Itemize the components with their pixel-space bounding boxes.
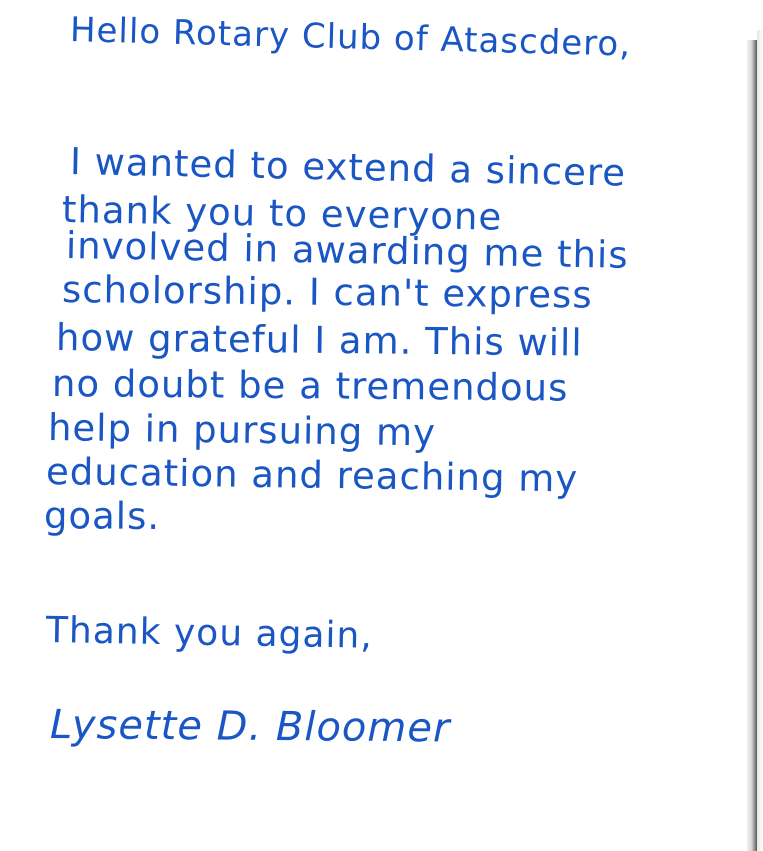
letter-body-line: how grateful I am. This will (55, 316, 583, 365)
letter-signature: Lysette D. Bloomer (49, 702, 451, 752)
letter-body-line: thank you to everyone (61, 188, 503, 239)
card-fold-edge (747, 40, 757, 851)
letter-body-line: goals. (43, 494, 161, 539)
letter-body-line: I wanted to extend a sincere (69, 140, 627, 195)
letter-body-line: no doubt be a tremendous (51, 362, 569, 410)
letter-body-line: education and reaching my (45, 450, 579, 501)
letter-greeting: Hello Rotary Club of Atascdero, (69, 10, 632, 65)
letter-body-line: help in pursuing my (47, 406, 437, 455)
letter-body-line: scholorship. I can't express (61, 268, 593, 317)
letter-closing: Thank you again, (45, 610, 374, 657)
card-edge-shadow (757, 30, 763, 851)
letter-body-line: involved in awarding me this (65, 224, 629, 277)
